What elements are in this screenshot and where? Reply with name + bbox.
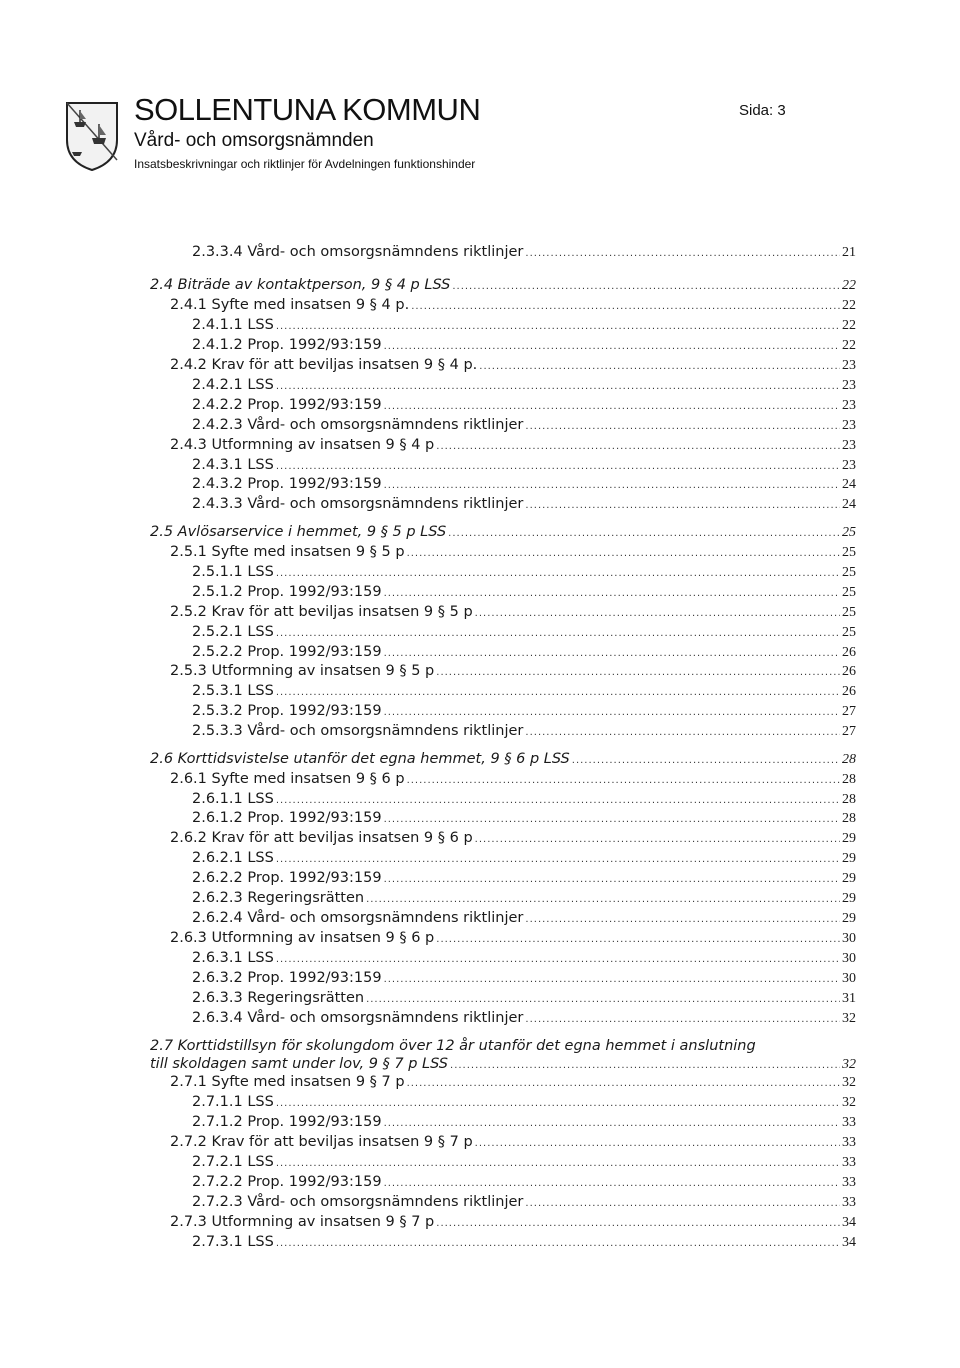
toc-entry-text: 2.5.2.2 Prop. 1992/93:159 bbox=[192, 644, 382, 660]
toc-page-number: 31 bbox=[842, 991, 856, 1006]
dot-leader bbox=[384, 970, 840, 990]
toc-entry-text: 2.6.2.3 Regeringsrätten bbox=[192, 890, 365, 906]
toc-entry[interactable] bbox=[150, 1054, 856, 1074]
toc-entry-text: 2.3.3.4 Vård- och omsorgsnämndens riktlinjer bbox=[192, 244, 524, 260]
toc-page-number: 33 bbox=[842, 1175, 856, 1190]
dot-leader bbox=[525, 417, 840, 437]
toc-page-number: 32 bbox=[842, 1011, 856, 1026]
toc-page-number: 23 bbox=[842, 458, 856, 473]
toc-entry[interactable] bbox=[150, 522, 856, 542]
toc-entry-text: 2.4.3.1 LSS bbox=[192, 457, 274, 473]
toc-entry-text: 2.5.2.1 LSS bbox=[192, 624, 274, 640]
toc-page-number: 34 bbox=[842, 1215, 856, 1230]
toc-entry-text: 2.7.1 Syfte med insatsen 9 § 7 p bbox=[170, 1074, 405, 1090]
toc-entry-text: 2.7 Korttidstillsyn för skolungdom över 12 år utanför det egna hemmet i anslutning bbox=[150, 1038, 756, 1054]
toc-page-number: 25 bbox=[842, 545, 856, 560]
page-number: Sida: 3 bbox=[739, 102, 786, 119]
toc-entry-text: 2.4.1 Syfte med insatsen 9 § 4 p. bbox=[170, 297, 410, 313]
toc-page-number: 22 bbox=[842, 338, 856, 353]
toc-page-number: 29 bbox=[842, 911, 856, 926]
toc-entry[interactable] bbox=[192, 335, 856, 355]
toc-page-number: 26 bbox=[842, 684, 856, 699]
toc-entry-text: 2.6.1.1 LSS bbox=[192, 791, 274, 807]
toc-page-number: 27 bbox=[842, 704, 856, 719]
toc-entry-text: 2.5.1.2 Prop. 1992/93:159 bbox=[192, 584, 382, 600]
toc-entry-text: 2.4.1.2 Prop. 1992/93:159 bbox=[192, 337, 382, 353]
dot-leader bbox=[276, 624, 840, 644]
toc-entry-text: 2.4.3 Utformning av insatsen 9 § 4 p bbox=[170, 437, 435, 453]
toc-entry[interactable] bbox=[192, 1152, 856, 1172]
dot-leader bbox=[407, 1074, 840, 1094]
toc-entry-text: 2.7.2.1 LSS bbox=[192, 1154, 274, 1170]
toc-entry[interactable] bbox=[170, 1212, 856, 1232]
toc-page-number: 23 bbox=[842, 438, 856, 453]
toc-entry[interactable] bbox=[192, 622, 856, 642]
toc-entry[interactable] bbox=[150, 275, 856, 295]
toc-entry-text: 2.5.3.1 LSS bbox=[192, 683, 274, 699]
toc-entry-text: 2.5.3.2 Prop. 1992/93:159 bbox=[192, 703, 382, 719]
toc-page-number: 33 bbox=[842, 1195, 856, 1210]
toc-entry-text: 2.5.1 Syfte med insatsen 9 § 5 p bbox=[170, 544, 405, 560]
dot-leader bbox=[384, 810, 840, 830]
toc-entry[interactable] bbox=[192, 474, 856, 494]
toc-entry-text: till skoldagen samt under lov, 9 § 7 p LSS bbox=[150, 1056, 449, 1072]
toc-page-number: 29 bbox=[842, 831, 856, 846]
toc-entry-text: 2.6.2.2 Prop. 1992/93:159 bbox=[192, 870, 382, 886]
toc-entry[interactable] bbox=[192, 242, 856, 262]
toc-page-number: 32 bbox=[842, 1075, 856, 1090]
toc-page-number: 34 bbox=[842, 1235, 856, 1250]
toc-page-number: 23 bbox=[842, 358, 856, 373]
toc-page-number: 33 bbox=[842, 1155, 856, 1170]
toc-entry-text: 2.5 Avlösarservice i hemmet, 9 § 5 p LSS bbox=[150, 524, 447, 540]
dot-leader bbox=[572, 751, 840, 771]
toc-entry-text: 2.4.3.3 Vård- och omsorgsnämndens riktlinjer bbox=[192, 496, 524, 512]
toc-entry[interactable] bbox=[192, 375, 856, 395]
toc-entry[interactable] bbox=[192, 415, 856, 435]
toc-entry-text: 2.6.2 Krav för att beviljas insatsen 9 § 6 p bbox=[170, 830, 473, 846]
toc-entry-text: 2.4.2.2 Prop. 1992/93:159 bbox=[192, 397, 382, 413]
dot-leader bbox=[525, 496, 840, 516]
document-header bbox=[64, 92, 904, 182]
toc-entry[interactable] bbox=[150, 749, 856, 769]
dot-leader bbox=[384, 703, 840, 723]
toc-page-number: 24 bbox=[842, 497, 856, 512]
toc-entry[interactable] bbox=[192, 721, 856, 741]
toc-entry[interactable] bbox=[170, 602, 856, 622]
toc-entry-text: 2.6.2.4 Vård- och omsorgsnämndens riktlinjer bbox=[192, 910, 524, 926]
toc-page-number: 30 bbox=[842, 931, 856, 946]
toc-page-number: 22 bbox=[842, 278, 856, 293]
dot-leader bbox=[525, 244, 840, 264]
toc-entry-text: 2.7.1.1 LSS bbox=[192, 1094, 274, 1110]
dot-leader bbox=[384, 397, 840, 417]
toc-page-number: 25 bbox=[842, 585, 856, 600]
dot-leader bbox=[276, 1094, 840, 1114]
toc-entry[interactable] bbox=[170, 769, 856, 789]
dot-leader bbox=[366, 890, 840, 910]
toc-entry-text: 2.4.2.3 Vård- och omsorgsnämndens riktlinjer bbox=[192, 417, 524, 433]
toc-entry-text: 2.5.1.1 LSS bbox=[192, 564, 274, 580]
toc-entry[interactable] bbox=[170, 435, 856, 455]
toc-entry[interactable] bbox=[192, 948, 856, 968]
dot-leader bbox=[276, 850, 840, 870]
toc-page-number: 25 bbox=[842, 525, 856, 540]
department-name: Vård- och omsorgsnämnden bbox=[134, 130, 374, 151]
toc-entry[interactable] bbox=[192, 701, 856, 721]
toc-entry[interactable] bbox=[192, 681, 856, 701]
dot-leader bbox=[475, 830, 840, 850]
dot-leader bbox=[452, 277, 840, 297]
toc-entry[interactable] bbox=[192, 494, 856, 514]
toc-entry[interactable] bbox=[192, 868, 856, 888]
toc-entry[interactable] bbox=[192, 988, 856, 1008]
toc-entry[interactable] bbox=[192, 455, 856, 475]
toc-page-number: 22 bbox=[842, 298, 856, 313]
toc-entry-text: 2.5.3 Utformning av insatsen 9 § 5 p bbox=[170, 663, 435, 679]
toc-entry[interactable] bbox=[170, 1072, 856, 1092]
dot-leader bbox=[276, 950, 840, 970]
toc-page-number: 29 bbox=[842, 871, 856, 886]
toc-entry[interactable] bbox=[192, 1112, 856, 1132]
toc-entry[interactable] bbox=[192, 1232, 856, 1252]
toc-entry[interactable] bbox=[170, 355, 856, 375]
toc-entry[interactable] bbox=[192, 968, 856, 988]
toc-page-number: 32 bbox=[842, 1057, 856, 1072]
dot-leader bbox=[436, 1214, 840, 1234]
toc-entry[interactable] bbox=[192, 848, 856, 868]
coat-of-arms-icon bbox=[64, 100, 120, 172]
toc-entry[interactable] bbox=[192, 789, 856, 809]
toc-page-number: 29 bbox=[842, 891, 856, 906]
dot-leader bbox=[366, 990, 840, 1010]
toc-page-number: 33 bbox=[842, 1135, 856, 1150]
toc-page-number: 30 bbox=[842, 971, 856, 986]
toc-page-number: 23 bbox=[842, 378, 856, 393]
toc-entry[interactable] bbox=[192, 642, 856, 662]
toc-page-number: 28 bbox=[842, 772, 856, 787]
toc-entry[interactable] bbox=[170, 1132, 856, 1152]
document-subtitle: Insatsbeskrivningar och riktlinjer för Avdelningen funktionshinder bbox=[134, 157, 476, 171]
toc-entry[interactable] bbox=[192, 1172, 856, 1192]
toc-entry-text: 2.6.2.1 LSS bbox=[192, 850, 274, 866]
dot-leader bbox=[407, 544, 840, 564]
toc-page-number: 28 bbox=[842, 792, 856, 807]
toc-entry-text: 2.6.3 Utformning av insatsen 9 § 6 p bbox=[170, 930, 435, 946]
dot-leader bbox=[525, 723, 840, 743]
toc-entry[interactable] bbox=[170, 828, 856, 848]
toc-entry-text: 2.4.2 Krav för att beviljas insatsen 9 § 4 p. bbox=[170, 357, 478, 373]
toc-entry-text: 2.6.1 Syfte med insatsen 9 § 6 p bbox=[170, 771, 405, 787]
toc-page-number: 25 bbox=[842, 605, 856, 620]
dot-leader bbox=[276, 564, 840, 584]
toc-entry[interactable] bbox=[192, 1008, 856, 1028]
toc-entry-text: 2.4.3.2 Prop. 1992/93:159 bbox=[192, 476, 382, 492]
toc-page-number: 29 bbox=[842, 851, 856, 866]
toc-page-number: 28 bbox=[842, 811, 856, 826]
toc-page-number: 33 bbox=[842, 1115, 856, 1130]
dot-leader bbox=[276, 1234, 840, 1254]
dot-leader bbox=[276, 1154, 840, 1174]
dot-leader bbox=[436, 930, 840, 950]
toc-page-number: 21 bbox=[842, 245, 856, 260]
dot-leader bbox=[475, 604, 840, 624]
toc-entry[interactable] bbox=[170, 542, 856, 562]
toc-entry-text: 2.5.3.3 Vård- och omsorgsnämndens riktlinjer bbox=[192, 723, 524, 739]
dot-leader bbox=[436, 663, 840, 683]
toc-entry-text: 2.7.3 Utformning av insatsen 9 § 7 p bbox=[170, 1214, 435, 1230]
dot-leader bbox=[276, 683, 840, 703]
toc-page-number: 25 bbox=[842, 625, 856, 640]
toc-entry[interactable] bbox=[170, 661, 856, 681]
dot-leader bbox=[384, 1114, 840, 1134]
toc-page-number: 26 bbox=[842, 645, 856, 660]
toc-entry[interactable] bbox=[192, 808, 856, 828]
toc-page-number: 23 bbox=[842, 418, 856, 433]
toc-entry-text: 2.7.2.3 Vård- och omsorgsnämndens riktlinjer bbox=[192, 1194, 524, 1210]
toc-entry[interactable] bbox=[170, 295, 856, 315]
dot-leader bbox=[525, 1194, 840, 1214]
dot-leader bbox=[475, 1134, 840, 1154]
toc-entry-text: 2.6.3.1 LSS bbox=[192, 950, 274, 966]
dot-leader bbox=[384, 1174, 840, 1194]
dot-leader bbox=[384, 337, 840, 357]
toc-entry[interactable] bbox=[192, 562, 856, 582]
toc-page-number: 27 bbox=[842, 724, 856, 739]
toc-entry[interactable] bbox=[170, 928, 856, 948]
toc-entry-text: 2.5.2 Krav för att beviljas insatsen 9 § 5 p bbox=[170, 604, 473, 620]
toc-entry-text: 2.6.3.3 Regeringsrätten bbox=[192, 990, 365, 1006]
toc-page-number: 32 bbox=[842, 1095, 856, 1110]
toc-entry-text: 2.4 Biträde av kontaktperson, 9 § 4 p LSS bbox=[150, 277, 451, 293]
toc-entry[interactable] bbox=[192, 908, 856, 928]
organization-name: SOLLENTUNA KOMMUN bbox=[134, 92, 481, 127]
toc-entry-text: 2.7.1.2 Prop. 1992/93:159 bbox=[192, 1114, 382, 1130]
toc-entry-text: 2.6.3.4 Vård- och omsorgsnämndens riktlinjer bbox=[192, 1010, 524, 1026]
toc-entry-text: 2.4.1.1 LSS bbox=[192, 317, 274, 333]
toc-entry[interactable] bbox=[192, 395, 856, 415]
dot-leader bbox=[436, 437, 840, 457]
toc-page-number: 28 bbox=[842, 752, 856, 767]
toc-entry[interactable] bbox=[192, 315, 856, 335]
dot-leader bbox=[479, 357, 840, 377]
toc-entry-text: 2.7.3.1 LSS bbox=[192, 1234, 274, 1250]
dot-leader bbox=[525, 1010, 840, 1030]
toc-entry[interactable] bbox=[192, 888, 856, 908]
dot-leader bbox=[407, 771, 840, 791]
toc-page-number: 26 bbox=[842, 664, 856, 679]
toc-page-number: 22 bbox=[842, 318, 856, 333]
toc-entry-text: 2.4.2.1 LSS bbox=[192, 377, 274, 393]
toc-page-number: 24 bbox=[842, 477, 856, 492]
toc-page-number: 25 bbox=[842, 565, 856, 580]
dot-leader bbox=[384, 584, 840, 604]
dot-leader bbox=[525, 910, 840, 930]
toc-entry-text: 2.6 Korttidsvistelse utanför det egna hemmet, 9 § 6 p LSS bbox=[150, 751, 570, 767]
toc-entry[interactable] bbox=[192, 582, 856, 602]
toc-entry-text: 2.6.3.2 Prop. 1992/93:159 bbox=[192, 970, 382, 986]
toc-page-number: 23 bbox=[842, 398, 856, 413]
dot-leader bbox=[276, 317, 840, 337]
toc-entry-text: 2.7.2 Krav för att beviljas insatsen 9 § 7 p bbox=[170, 1134, 473, 1150]
dot-leader bbox=[448, 524, 840, 544]
toc-entry[interactable] bbox=[192, 1092, 856, 1112]
toc-entry-text: 2.6.1.2 Prop. 1992/93:159 bbox=[192, 810, 382, 826]
dot-leader bbox=[276, 377, 840, 397]
dot-leader bbox=[411, 297, 840, 317]
toc-entry-text: 2.7.2.2 Prop. 1992/93:159 bbox=[192, 1174, 382, 1190]
toc-entry[interactable] bbox=[192, 1192, 856, 1212]
dot-leader bbox=[384, 476, 840, 496]
dot-leader bbox=[384, 870, 840, 890]
toc-page-number: 30 bbox=[842, 951, 856, 966]
